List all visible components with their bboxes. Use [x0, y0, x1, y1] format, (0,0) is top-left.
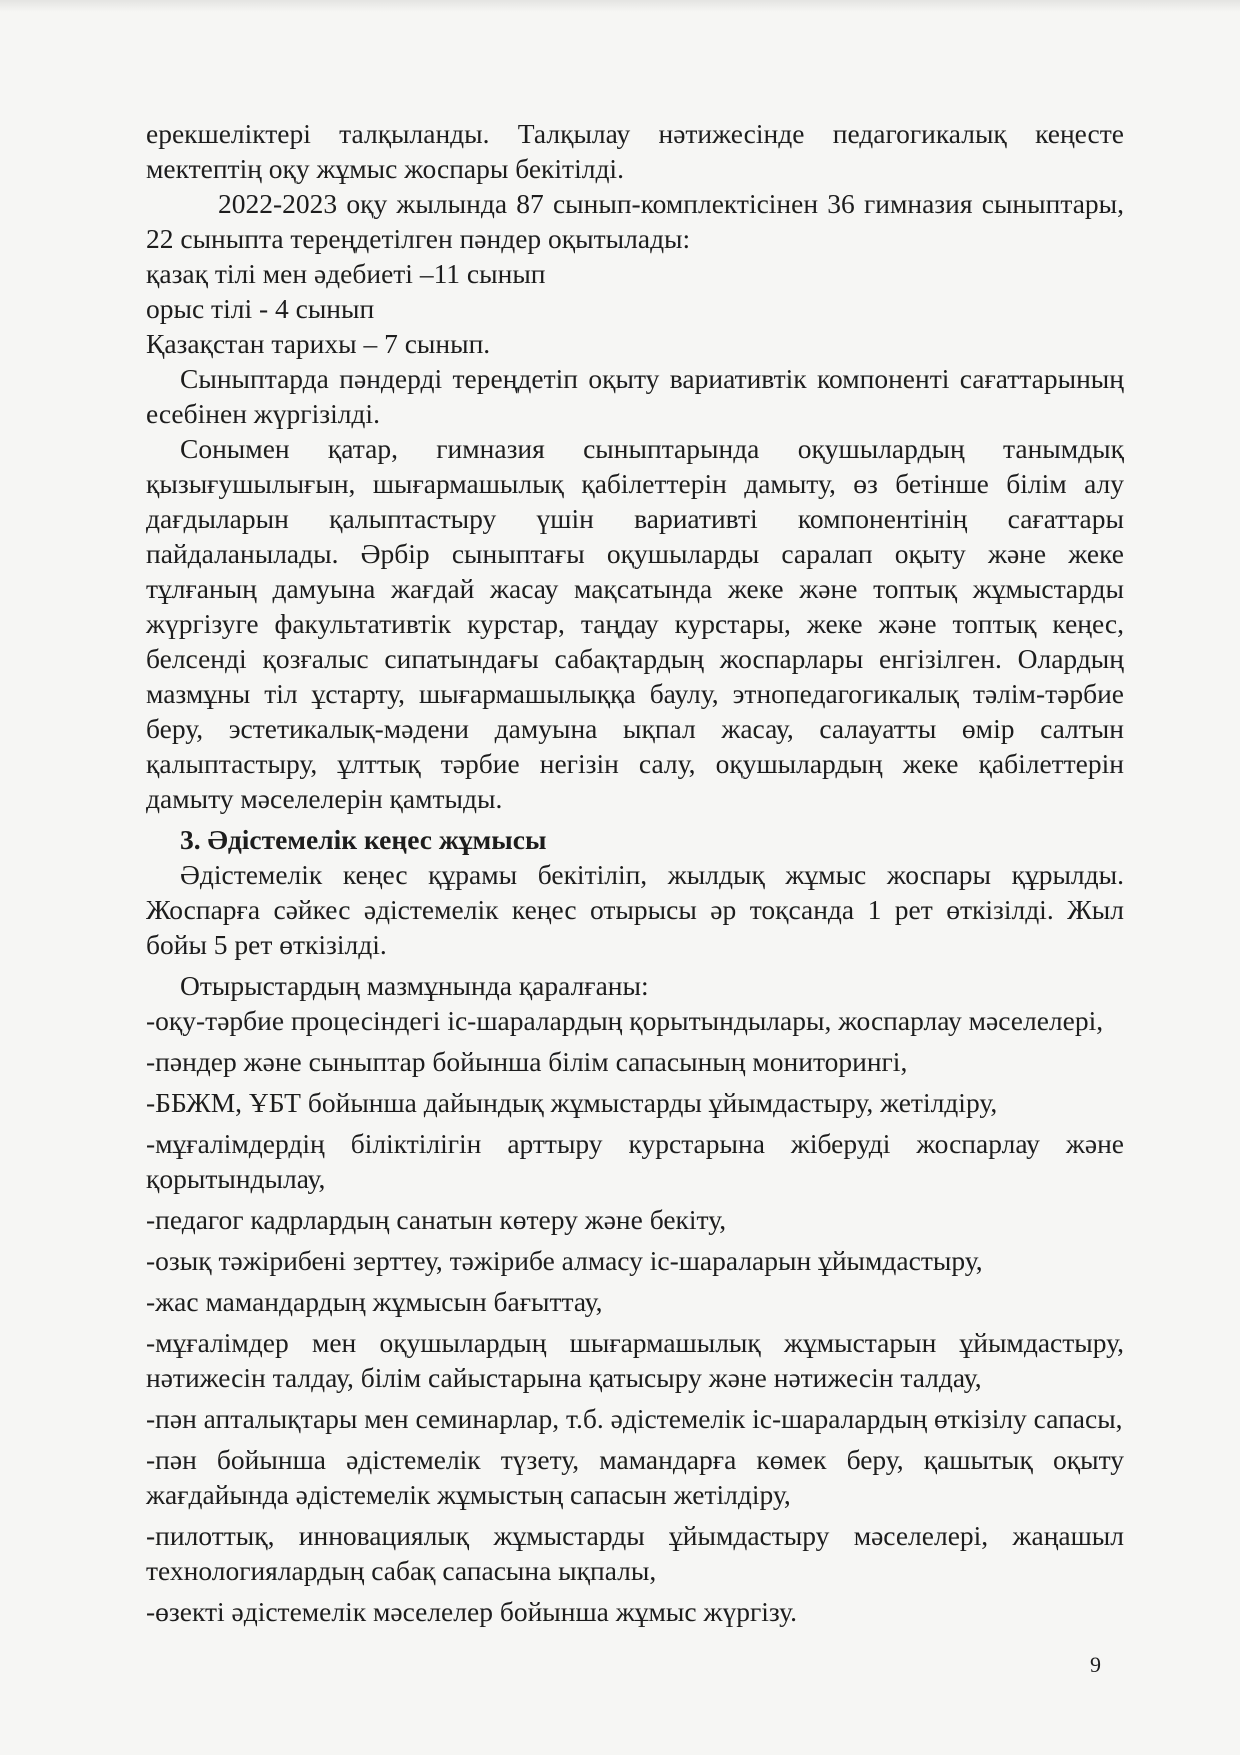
list-item: -өзекті әдістемелік мәселелер бойынша жұмыс жүргізу.: [146, 1596, 798, 1627]
page-content: [146, 116, 1124, 1635]
paragraph-4: Сонымен қатар, гимназия сыныптарында оқушылардың танымдық қызығушылығын, шығармашылық қабілеттерін дамыту, өз бетінше білім алу дағдыларын қалыптастыру үшін вариативті компонентінің сағаттары пайдаланылады. Әрбір сыныптағы оқушыларды саралап оқыту және жеке тұлғаның дамуына жағдай жасау мақсатында жеке және топтық жұмыстарды жүргізуге факультативтік курстар, таңдау курстары, жеке және топтық кеңес, белсенді қозғалыс сипатындағы сабақтардың жоспарлары енгізілген. Олардың мазмұны тіл ұстарту, шығармашылыққа баулу, этнопедагогикалық тәлім-тәрбие беру, эстетикалық-мәдени дамуына ықпал жасау, салауатты өмір салтын қалыптастыру, ұлттық тәрбие негізін салу, оқушылардың жеке қабілеттерін дамыту мәселелерін қамтыды.: [146, 433, 1124, 814]
list-item: -жас мамандардың жұмысын бағыттау,: [146, 1286, 603, 1317]
list-item: -мұғалімдер мен оқушылардың шығармашылық жұмыстарын ұйымдастыру, нәтижесін талдау, білім сайыстарына қатысыру және нәтижесін талдау,: [146, 1327, 1124, 1393]
list-item: -пән бойынша әдістемелік түзету, мамандарға көмек беру, қашытық оқыту жағдайында әдістемелік жұмыстың сапасын жетілдіру,: [146, 1444, 1124, 1510]
paragraph-3: Сыныптарда пәндерді тереңдетіп оқыту вариативтік компоненті сағаттарының есебінен жүргізілді.: [146, 363, 1124, 429]
list-item: -мұғалімдердің біліктілігін арттыру курстарына жіберуді жоспарлау және қорытындылау,: [146, 1128, 1124, 1194]
list-item: -пилоттық, инновациялық жұмыстарды ұйымдастыру мәселелері, жаңашыл технологиялардың сабақ сапасына ықпалы,: [146, 1520, 1124, 1586]
list-item: -оқу-тәрбие процесіндегі іс-шаралардың қорытындылары, жоспарлау мәселелері,: [146, 1005, 1104, 1036]
paragraph-5: Әдістемелік кеңес құрамы бекітіліп, жылдық жұмыс жоспары құрылды. Жоспарға сәйкес әдістемелік кеңес отырысы әр тоқсанда 1 рет өткізілді. Жыл бойы 5 рет өткізілді.: [146, 859, 1124, 960]
paragraph-1: ерекшеліктері талқыланды. Талқылау нәтижесінде педагогикалық кеңесте мектептің оқу жұмыс жоспары бекітілді.: [146, 118, 1124, 184]
paragraph-2: 2022-2023 оқу жылында 87 сынып-комплектісінен 36 гимназия сыныптары, 22 сыныпта тереңдетілген пәндер оқытылады:: [146, 188, 1124, 254]
line-kazakhstan-history: Қазақстан тарихы – 7 сынып.: [146, 328, 491, 359]
line-russian-language: орыс тілі - 4 сынып: [146, 293, 375, 324]
scan-edge: [0, 0, 1240, 12]
line-kazakh-language: қазақ тілі мен әдебиеті –11 сынып: [146, 258, 546, 289]
list-item: -ББЖМ, ҰБТ бойынша дайындық жұмыстарды ұйымдастыру, жетілдіру,: [146, 1087, 998, 1118]
list-item: -пәндер және сыныптар бойынша білім сапасының мониторингі,: [146, 1046, 908, 1077]
list-item: -озық тәжірибені зерттеу, тәжірибе алмасу іс-шараларын ұйымдастыру,: [146, 1245, 983, 1276]
paragraph-6: Отырыстардың мазмұнында қаралғаны:: [180, 970, 649, 1001]
topics-list: [146, 1003, 1124, 1629]
list-item: -пән апталықтары мен семинарлар, т.б. әдістемелік іс-шаралардың өткізілу сапасы,: [146, 1403, 1123, 1434]
section-heading: 3. Әдістемелік кеңес жұмысы: [180, 824, 547, 855]
page-number: 9: [1090, 1652, 1101, 1677]
list-item: -педагог кадрлардың санатын көтеру және бекіту,: [146, 1204, 727, 1235]
